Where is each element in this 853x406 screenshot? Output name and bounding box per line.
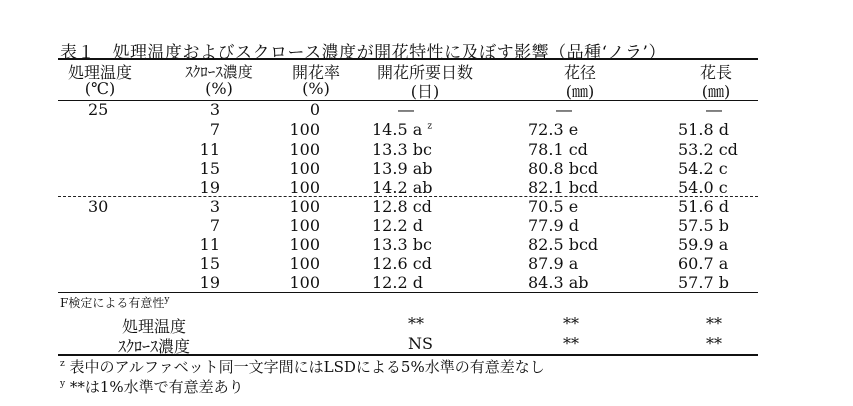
table-title: 表１ 処理温度およびスクロース濃度が開花特性に及ぼす影響（品種‘ノラ’）: [60, 43, 666, 63]
rate-cell: 100: [289, 235, 320, 254]
dia-cell: 72.3 e: [528, 120, 579, 139]
header-days: 開花所要日数: [376, 63, 473, 82]
rate-cell: 100: [289, 120, 320, 139]
dia-cell: 82.1 bcd: [528, 178, 599, 197]
ftest-len: **: [706, 314, 722, 333]
temp-value: 30: [88, 197, 109, 216]
rate-cell: 100: [289, 159, 320, 178]
conc-cell: 11: [199, 235, 220, 254]
footnote: $^y$ **は1%水準で有意差あり: [60, 378, 244, 396]
len-cell: 59.9 a: [678, 235, 729, 254]
header-conc: ｽｸﾛｰｽ濃度: [185, 63, 253, 81]
dia-cell: 84.3 ab: [528, 273, 589, 292]
rate-cell: 100: [289, 254, 320, 273]
conc-cell: 11: [199, 140, 220, 159]
header-rate: 開花率: [291, 63, 340, 82]
conc-cell: 7: [209, 216, 220, 235]
len-cell: 57.5 b: [678, 216, 729, 235]
ftest-dia: **: [563, 314, 579, 333]
days-cell: 12.6 cd: [372, 254, 432, 273]
temp-value: 25: [88, 100, 109, 119]
data-rule: [58, 292, 758, 293]
dia-cell: 77.9 d: [528, 216, 579, 235]
conc-cell: 7: [209, 120, 220, 139]
header-diameter-unit: (㎜): [565, 82, 595, 101]
ftest-len: **: [706, 334, 722, 353]
footnote-mark-z: z: [427, 121, 433, 132]
conc-cell: 15: [199, 159, 220, 178]
days-cell: 14.5 a $^z$: [372, 120, 433, 139]
ftest-name: ｽｸﾛｰｽ濃度: [118, 337, 191, 356]
header-conc-unit: (%): [205, 79, 233, 98]
ftest-dia: **: [563, 334, 579, 353]
conc-cell: 19: [199, 273, 220, 292]
rate-cell: 0: [309, 100, 320, 119]
rate-cell: 100: [289, 197, 320, 216]
days-cell: 13.3 bc: [372, 235, 432, 254]
days-cell: 14.2 ab: [372, 178, 433, 197]
rate-cell: 100: [289, 273, 320, 292]
rate-cell: 100: [289, 216, 320, 235]
header-days-unit: (日): [410, 82, 440, 101]
days-cell: 12.8 cd: [372, 197, 432, 216]
len-cell: 51.8 d: [678, 120, 729, 139]
header-length-unit: (㎜): [701, 82, 731, 101]
ftest-days: NS: [408, 334, 433, 353]
rate-cell: 100: [289, 140, 320, 159]
ftest-days: **: [408, 314, 424, 333]
header-temp: 処理温度: [67, 63, 132, 82]
header-length: 花長: [699, 63, 732, 82]
dia-cell: 87.9 a: [528, 254, 579, 273]
len-cell: 60.7 a: [678, 254, 729, 273]
rate-cell: 100: [289, 178, 320, 197]
days-cell: 12.2 d: [372, 273, 423, 292]
len-cell: 51.6 d: [678, 197, 729, 216]
conc-cell: 15: [199, 254, 220, 273]
conc-cell: 3: [209, 100, 220, 119]
conc-cell: 19: [199, 178, 220, 197]
dia-cell: 80.8 bcd: [528, 159, 599, 178]
days-cell: 13.3 bc: [372, 140, 432, 159]
len-cell: 57.7 b: [678, 273, 729, 292]
days-cell: ―: [398, 100, 414, 119]
len-cell: 54.2 c: [678, 159, 728, 178]
header-diameter: 花径: [563, 63, 596, 82]
dia-cell: 70.5 e: [528, 197, 579, 216]
len-cell: 53.2 cd: [678, 140, 738, 159]
conc-cell: 3: [209, 197, 220, 216]
dia-cell: 78.1 cd: [528, 140, 588, 159]
ftest-label: F検定による有意性$^y$: [60, 295, 170, 310]
len-cell: ―: [706, 100, 722, 119]
len-cell: 54.0 c: [678, 178, 728, 197]
dia-cell: 82.5 bcd: [528, 235, 599, 254]
ftest-name: 処理温度: [122, 317, 187, 336]
header-rate-unit: (%): [302, 79, 330, 98]
dia-cell: ―: [556, 100, 572, 119]
header-temp-unit: (℃): [84, 79, 116, 98]
days-cell: 12.2 d: [372, 216, 423, 235]
days-cell: 13.9 ab: [372, 159, 433, 178]
footnote: $^z$ 表中のアルファベット同一文字間にはLSDによる5%水準の有意差なし: [60, 358, 545, 376]
